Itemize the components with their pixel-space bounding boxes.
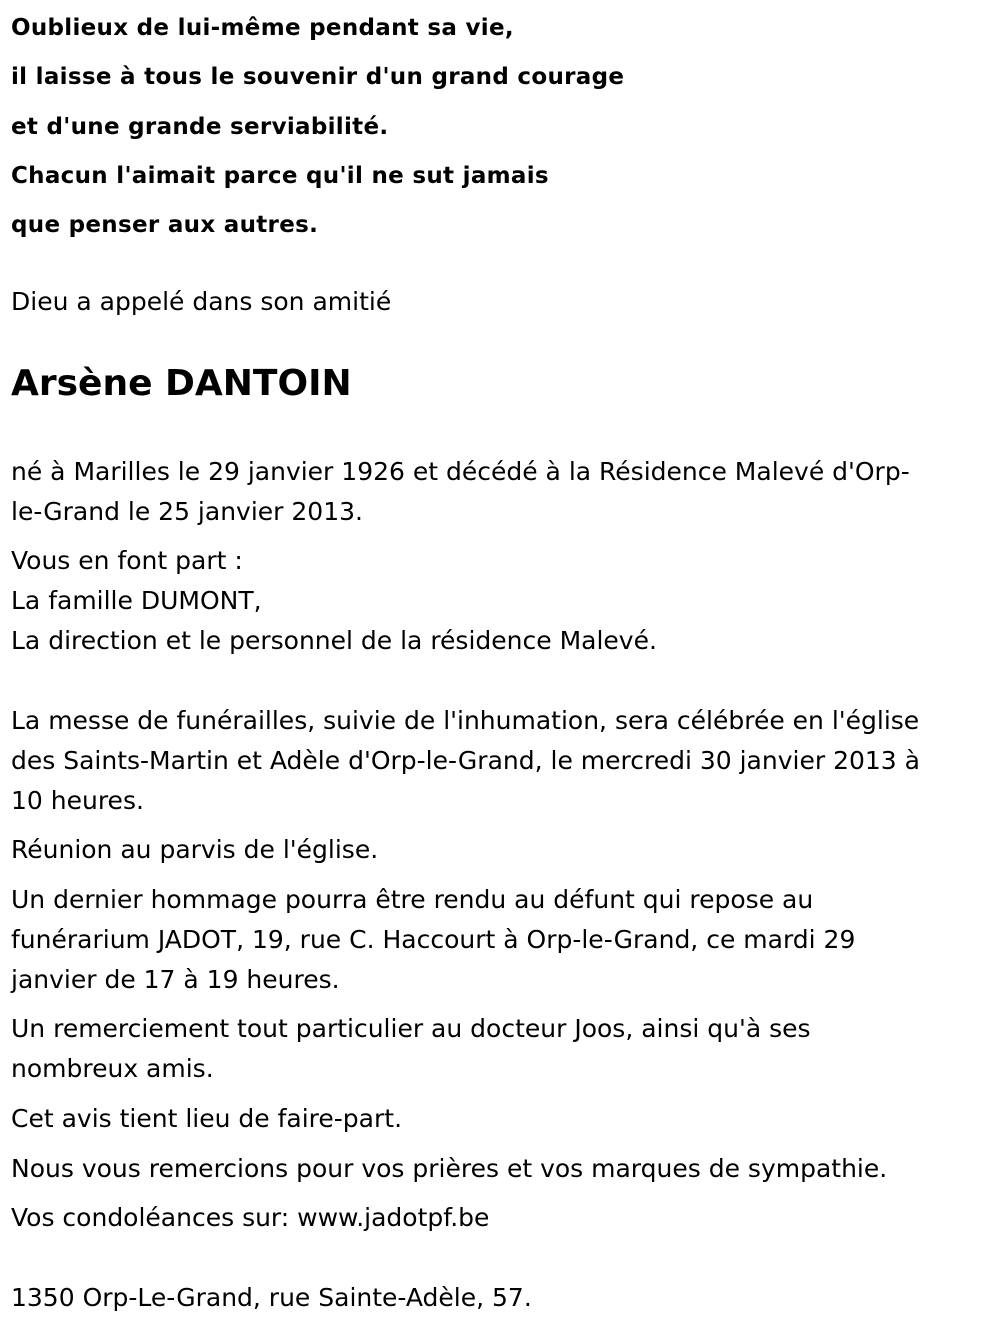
notice-line: Cet avis tient lieu de faire-part. bbox=[11, 1104, 403, 1133]
thanks-doctor-line: nombreux amis. bbox=[11, 1054, 214, 1083]
announcers-section bbox=[11, 541, 976, 661]
funeral-line: 10 heures. bbox=[11, 786, 144, 815]
verse-line: il laisse à tous le souvenir d'un grand courage bbox=[11, 64, 625, 90]
address-line: 1350 Orp-Le-Grand, rue Sainte-Adèle, 57. bbox=[11, 1283, 532, 1312]
condolences-line bbox=[11, 1198, 976, 1238]
birth-death-line: né à Marilles le 29 janvier 1926 et décédé à la Résidence Malevé d'Orp- bbox=[11, 457, 910, 486]
verse-line: que penser aux autres. bbox=[11, 212, 319, 238]
thanks-doctor-line: Un remerciement tout particulier au docteur Joos, ainsi qu'à ses bbox=[11, 1014, 811, 1043]
meeting-paragraph bbox=[11, 830, 976, 870]
address-paragraph bbox=[11, 1278, 976, 1318]
funeral-line: des Saints-Martin et Adèle d'Orp-le-Grand, le mercredi 30 janvier 2013 à bbox=[11, 746, 920, 775]
notice-paragraph bbox=[11, 1099, 976, 1139]
birth-death-line: le-Grand le 25 janvier 2013. bbox=[11, 497, 363, 526]
condolences-link[interactable]: www.jadotpf.be bbox=[297, 1203, 490, 1232]
funeral-line: La messe de funérailles, suivie de l'inhumation, sera célébrée en l'église bbox=[11, 706, 920, 735]
thanks-prayers-paragraph bbox=[11, 1149, 976, 1189]
announcer-item: La direction et le personnel de la résidence Malevé. bbox=[11, 626, 657, 655]
thanks-prayers-line: Nous vous remercions pour vos prières et vos marques de sympathie. bbox=[11, 1154, 888, 1183]
deceased-name: Arsène DANTOIN bbox=[11, 363, 352, 404]
announcer-item: La famille DUMONT, bbox=[11, 586, 262, 615]
verse-line: Oublieux de lui-même pendant sa vie, bbox=[11, 15, 514, 41]
homage-line: janvier de 17 à 19 heures. bbox=[11, 965, 340, 994]
meeting-line: Réunion au parvis de l'église. bbox=[11, 835, 379, 864]
funeral-paragraph bbox=[11, 701, 976, 821]
intro-text: Dieu a appelé dans son amitié bbox=[11, 287, 392, 316]
verse-line: et d'une grande serviabilité. bbox=[11, 114, 389, 140]
homage-line: funérarium JADOT, 19, rue C. Haccourt à Orp-le-Grand, ce mardi 29 bbox=[11, 925, 856, 954]
verse-line: Chacun l'aimait parce qu'il ne sut jamais bbox=[11, 163, 549, 189]
condolences-label: Vos condoléances sur: bbox=[11, 1203, 298, 1232]
announcers-heading: Vous en font part : bbox=[11, 546, 243, 575]
homage-paragraph bbox=[11, 880, 976, 1000]
homage-line: Un dernier hommage pourra être rendu au défunt qui repose au bbox=[11, 885, 814, 914]
condolences-paragraph bbox=[11, 1198, 976, 1238]
birth-death-paragraph bbox=[11, 452, 976, 532]
thanks-doctor-paragraph bbox=[11, 1009, 976, 1089]
